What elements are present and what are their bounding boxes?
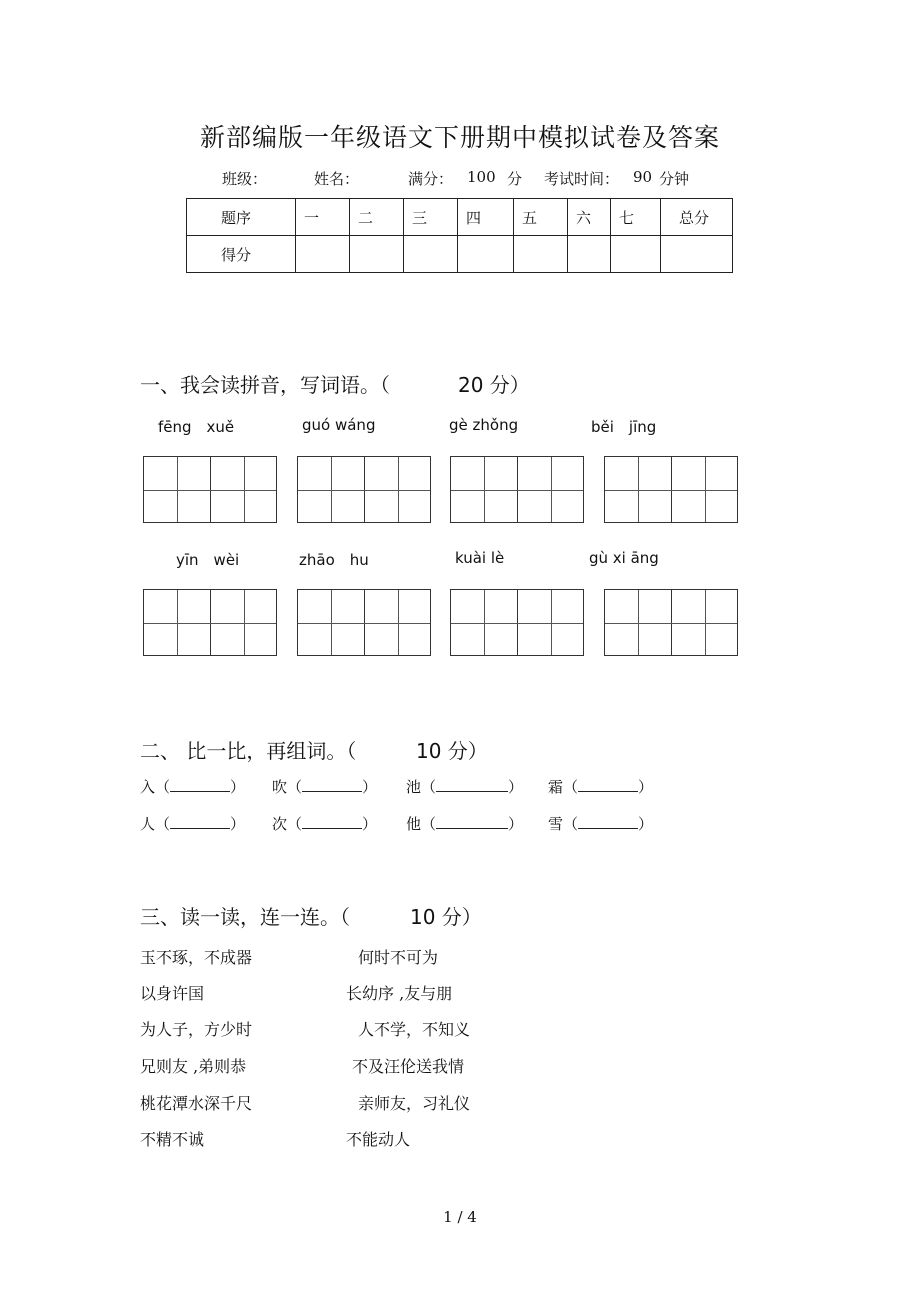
total-label: 满分：: [408, 170, 454, 188]
score-input-cell[interactable]: [350, 236, 404, 273]
pinyin-label: gè zhǒng: [449, 416, 519, 434]
match-right-item[interactable]: 人不学，不知义: [358, 1020, 471, 1039]
match-right-item[interactable]: 不及汪伦送我情: [352, 1057, 465, 1076]
answer-blank[interactable]: [170, 777, 230, 792]
table-cell: 题序: [187, 199, 296, 236]
score-input-cell[interactable]: [661, 236, 733, 273]
compare-item: 吹（ ）: [272, 778, 378, 796]
match-right-item[interactable]: 何时不可为: [358, 948, 439, 967]
score-input-cell[interactable]: [404, 236, 458, 273]
time-label: 考试时间：: [544, 170, 620, 188]
pinyin-label: kuài lè: [455, 549, 505, 567]
page-title: 新部编版一年级语文下册期中模拟试卷及答案: [199, 123, 720, 152]
name-label: 姓名：: [314, 170, 360, 188]
pinyin-label: yīn wèi: [176, 551, 240, 569]
table-cell: 得分: [187, 236, 296, 273]
section3-points: 10 分）: [410, 905, 482, 929]
score-input-cell[interactable]: [611, 236, 661, 273]
section2-heading: 二、 比一比，再组词。（: [140, 739, 357, 763]
writing-grid[interactable]: [297, 589, 431, 656]
compare-item: 人（ ）: [140, 815, 246, 833]
table-cell: 一: [296, 199, 350, 236]
pinyin-label: běi jīng: [591, 418, 657, 436]
pinyin-label: gù xi āng: [589, 549, 659, 567]
compare-item: 霜（ ）: [548, 778, 654, 796]
match-right-item[interactable]: 亲师友，习礼仪: [358, 1094, 471, 1113]
answer-blank[interactable]: [436, 814, 508, 829]
pinyin-label: guó wáng: [302, 416, 376, 434]
table-cell: 二: [350, 199, 404, 236]
compare-item: 池（ ）: [406, 778, 524, 796]
writing-grid[interactable]: [604, 456, 738, 523]
answer-blank[interactable]: [436, 777, 508, 792]
table-cell: 七: [611, 199, 661, 236]
answer-blank[interactable]: [302, 814, 362, 829]
class-label: 班级：: [222, 170, 268, 188]
match-left-item[interactable]: 桃花潭水深千尺: [140, 1094, 253, 1113]
section2-points: 10 分）: [416, 739, 488, 763]
match-left-item[interactable]: 为人子，方少时: [140, 1020, 253, 1039]
compare-item: 次（ ）: [272, 815, 378, 833]
table-cell: 六: [568, 199, 611, 236]
match-left-item[interactable]: 玉不琢，不成器: [140, 948, 253, 967]
compare-item: 入（ ）: [140, 778, 246, 796]
match-right-item[interactable]: 不能动人: [346, 1130, 411, 1149]
compare-item: 雪（ ）: [548, 815, 654, 833]
total-value: 100: [467, 168, 496, 186]
writing-grid[interactable]: [143, 589, 277, 656]
score-input-cell[interactable]: [568, 236, 611, 273]
match-left-item[interactable]: 不精不诚: [140, 1130, 205, 1149]
time-unit: 分钟: [659, 170, 690, 188]
table-cell: 五: [514, 199, 568, 236]
section3-heading: 三、读一读，连一连。（: [140, 905, 350, 929]
section1-heading: 一、我会读拼音，写词语。（: [140, 373, 390, 397]
writing-grid[interactable]: [450, 456, 584, 523]
table-cell: 总分: [661, 199, 733, 236]
time-value: 90: [633, 168, 653, 186]
score-table-score-row: [187, 236, 733, 273]
answer-blank[interactable]: [302, 777, 362, 792]
pinyin-label: zhāo hu: [299, 551, 369, 569]
score-input-cell[interactable]: [514, 236, 568, 273]
answer-blank[interactable]: [578, 777, 638, 792]
score-table-header-row: [187, 199, 733, 236]
score-input-cell[interactable]: [458, 236, 514, 273]
match-left-item[interactable]: 兄则友 ,弟则恭: [140, 1057, 247, 1076]
table-cell: 四: [458, 199, 514, 236]
total-unit: 分: [507, 170, 523, 188]
match-left-item[interactable]: 以身许国: [140, 984, 205, 1003]
section1-points: 20 分）: [458, 373, 530, 397]
page-number: 1 / 4: [443, 1208, 477, 1226]
writing-grid[interactable]: [297, 456, 431, 523]
answer-blank[interactable]: [578, 814, 638, 829]
score-input-cell[interactable]: [296, 236, 350, 273]
writing-grid[interactable]: [143, 456, 277, 523]
match-right-item[interactable]: 长幼序 ,友与朋: [346, 984, 453, 1003]
pinyin-label: fēng xuě: [158, 418, 235, 436]
writing-grid[interactable]: [604, 589, 738, 656]
writing-grid[interactable]: [450, 589, 584, 656]
answer-blank[interactable]: [170, 814, 230, 829]
score-table: [186, 198, 733, 273]
compare-item: 他（ ）: [406, 815, 524, 833]
table-cell: 三: [404, 199, 458, 236]
